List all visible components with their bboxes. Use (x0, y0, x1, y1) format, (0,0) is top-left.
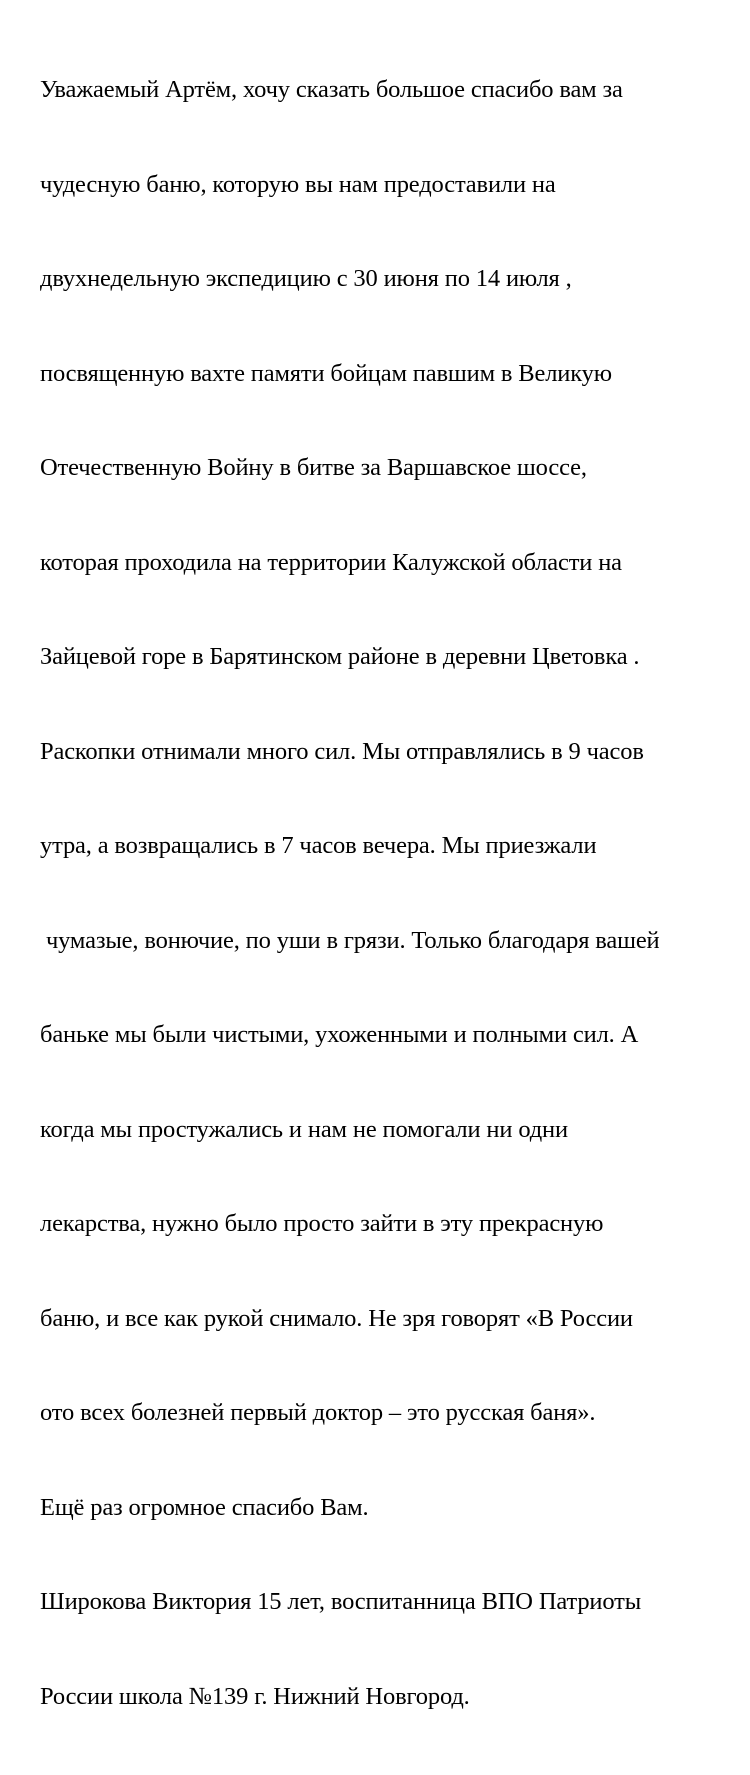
letter-line-12: когда мы простужались и нам не помогали ни одни (40, 1115, 568, 1143)
letter-line-16: Ещё раз огромное спасибо Вам. (40, 1493, 369, 1521)
letter-line-3: двухнедельную экспедицию с 30 июня по 14 июля , (40, 265, 572, 292)
letter-line-9: утра, а возвращались в 7 часов вечера. Мы приезжали (40, 832, 597, 859)
letter-line-6: которая проходила на территории Калужской области на (40, 548, 622, 576)
letter-line-4: посвященную вахте памяти бойцам павшим в Великую (40, 359, 612, 387)
letter-line-14: баню, и все как рукой снимало. Не зря говорят «В России (40, 1304, 633, 1332)
letter-line-5: Отечественную Войну в битве за Варшавское шоссе, (40, 454, 587, 481)
letter-line-1: Уважаемый Артём, хочу сказать большое спасибо вам за (40, 76, 623, 103)
signature-line-2: России школа №139 г. Нижний Новгород. (40, 1682, 470, 1710)
letter-line-11: баньке мы были чистыми, ухоженными и полными сил. А (40, 1021, 639, 1048)
letter-line-2: чудесную баню, которую вы нам предоставили на (40, 170, 556, 198)
letter-text (40, 11, 740, 1775)
letter-line-8: Раскопки отнимали много сил. Мы отправлялись в 9 часов (40, 737, 644, 765)
letter-line-7: Зайцевой горе в Барятинском районе в деревни Цветовка . (40, 643, 640, 670)
signature-line-1: Широкова Виктория 15 лет, воспитанница ВПО Патриоты (40, 1588, 642, 1615)
letter-line-15: ото всех болезней первый доктор – это русская баня». (40, 1399, 596, 1426)
letter-line-10: чумазые, вонючие, по уши в грязи. Только благодаря вашей (40, 926, 660, 954)
letter-line-13: лекарства, нужно было просто зайти в эту прекрасную (40, 1210, 604, 1237)
